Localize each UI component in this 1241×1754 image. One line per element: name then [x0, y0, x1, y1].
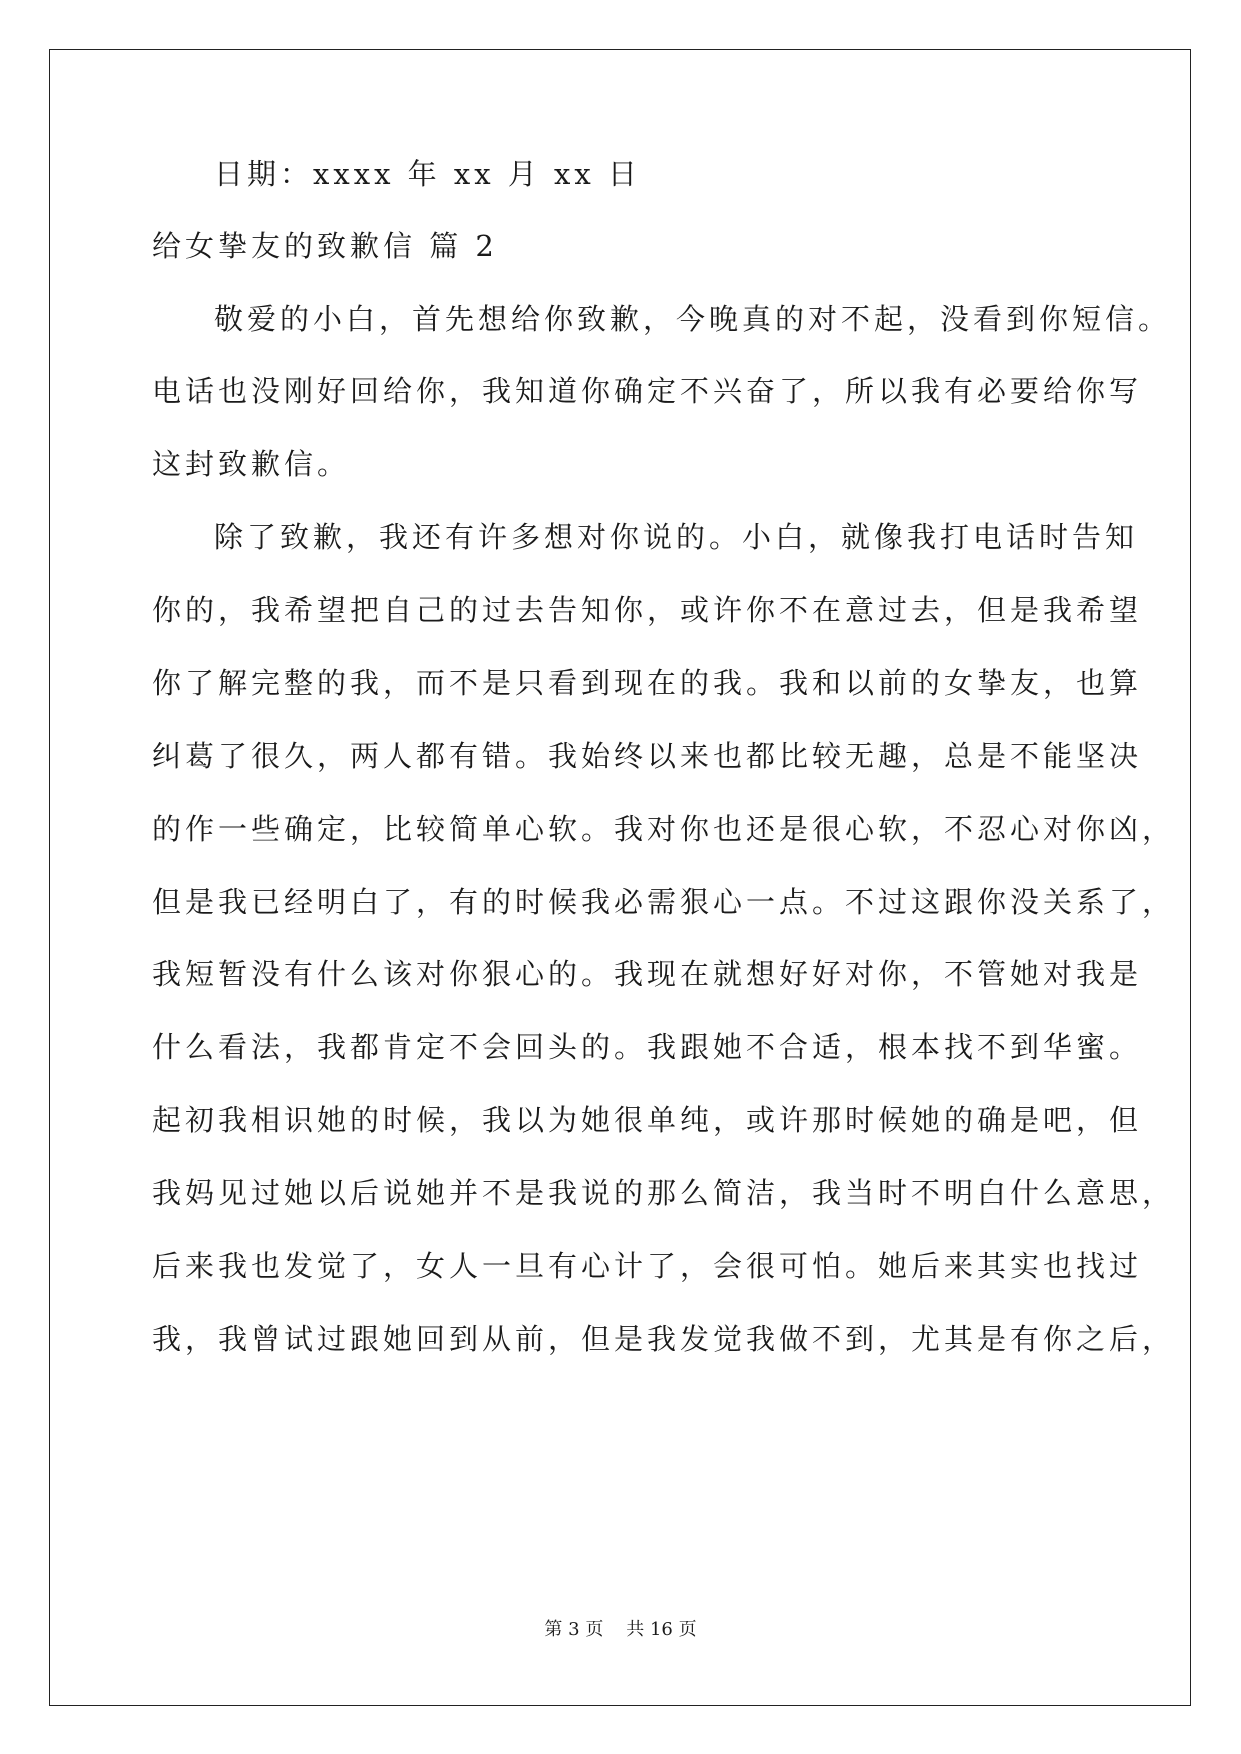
body-line-2: 电话也没刚好回给你，我知道你确定不兴奋了，所以我有必要给你写: [152, 374, 1143, 408]
body-line-11: 什么看法，我都肯定不会回头的。我跟她不合适，根本找不到华蜜。: [152, 1030, 1143, 1064]
body-line-15: 我，我曾试过跟她回到从前，但是我发觉我做不到，尤其是有你之后，: [152, 1322, 1176, 1356]
body-line-7: 纠葛了很久，两人都有错。我始终以来也都比较无趣，总是不能坚决: [152, 739, 1143, 773]
body-line-8: 的作一些确定，比较简单心软。我对你也还是很心软，不忍心对你凶，: [152, 812, 1176, 846]
body-line-14: 后来我也发觉了，女人一旦有心计了，会很可怕。她后来其实也找过: [152, 1249, 1143, 1283]
body-line-10: 我短暂没有什么该对你狠心的。我现在就想好好对你，不管她对我是: [152, 957, 1143, 991]
section-title: 给女挚友的致歉信 篇 2: [152, 229, 498, 263]
page-footer: [0, 1615, 1241, 1641]
body-line-6: 你了解完整的我，而不是只看到现在的我。我和以前的女挚友，也算: [152, 666, 1143, 700]
body-line-3: 这封致歉信。: [152, 447, 351, 481]
page-total: 共 16 页: [626, 1619, 697, 1640]
body-line-12: 起初我相识她的时候，我以为她很单纯，或许那时候她的确是吧，但: [152, 1103, 1143, 1137]
page-number: 第 3 页: [544, 1619, 604, 1640]
body-line-5: 你的，我希望把自己的过去告知你，或许你不在意过去，但是我希望: [152, 593, 1143, 627]
body-line-1: 敬爱的小白，首先想给你致歉，今晚真的对不起，没看到你短信。: [214, 302, 1172, 336]
date-line: 日期：xxxx 年 xx 月 xx 日: [214, 157, 641, 191]
body-line-9: 但是我已经明白了，有的时候我必需狠心一点。不过这跟你没关系了，: [152, 885, 1176, 919]
body-line-4: 除了致歉，我还有许多想对你说的。小白，就像我打电话时告知: [214, 520, 1139, 554]
page-border: [49, 49, 1191, 1706]
body-line-13: 我妈见过她以后说她并不是我说的那么简洁，我当时不明白什么意思，: [152, 1176, 1176, 1210]
